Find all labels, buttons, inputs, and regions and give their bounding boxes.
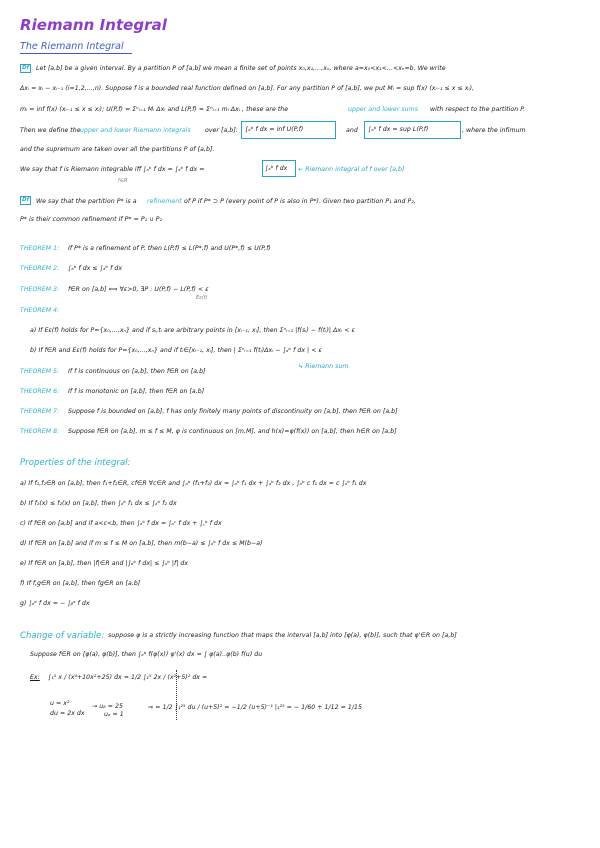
example-sub-u: u = x² [50, 700, 70, 707]
theorem-5-label: THEOREM 5: [20, 368, 60, 375]
theorem-2-text: ∫ₐᵇ f dx ≤ ∫ₐᵇ f dx [68, 265, 123, 272]
theorem-3-label: THEOREM 3: [20, 286, 60, 293]
def1-line4-end: , where the infimum [462, 127, 526, 134]
def1-line4: Then we define the [20, 127, 81, 134]
upper-lower-sums: upper and lower sums [348, 106, 418, 113]
property-d: d) If f∈R on [a,b] and if m ≤ f ≤ M on [a,b], then m(b−a) ≤ ∫ₐᵇ f dx ≤ M(b−a) [20, 540, 263, 547]
example-label: Ex: [30, 674, 40, 681]
property-a: a) If f₁,f₂∈R on [a,b], then f₁+f₂∈R, cf∈R ∀c∈R and ∫ₐᵇ (f₁+f₂) dx = ∫ₐᵇ f₁ dx + ∫ₐᵇ f₂ dx , ∫ₐᵇ c f₁ dx = c ∫ₐᵇ f₁ dx [20, 480, 367, 487]
property-f: f) If f,g∈R on [a,b], then fg∈R on [a,b] [20, 580, 141, 587]
properties-heading: Properties of the integral: [20, 458, 131, 468]
theorem-4a: a) If Eε(f) holds for P={x₀,...,xₙ} and if sᵢ,tᵢ are arbitrary points in [xᵢ₋₁, xᵢ], then Σⁿᵢ₌₁ |f(sᵢ) − f(tᵢ)| Δxᵢ < ε [30, 327, 355, 334]
change-of-variable-text1: suppose φ is a strictly increasing function that maps the interval [a,b] into [φ(a), φ(b)], such that φ'∈R on [a,b] [108, 632, 457, 639]
def1-over: over [a,b]: [205, 127, 238, 134]
example-sub-du: du = 2x dx [50, 710, 85, 717]
property-c: c) If f∈R on [a,b] and if a<c<b, then ∫ₐᵇ f dx = ∫ₐᶜ f dx + ∫꜀ᵇ f dx [20, 520, 222, 527]
property-g: g) ∫ₐᵇ f dx = − ∫ᵦᵃ f dx [20, 600, 90, 607]
change-of-variable-heading: Change of variable: [20, 631, 105, 641]
def1-and: and [346, 127, 358, 134]
example-line1: ∫₁⁵ x / (x⁴+10x²+25) dx = 1/2 ∫₁⁵ 2x / (x²+5)² dx = [48, 674, 208, 681]
refinement-term: refinement [147, 198, 182, 205]
example-divider [176, 670, 178, 720]
definition-badge-2: Df [22, 197, 29, 203]
subtitle-underline [20, 53, 132, 54]
lower-integral: ∫ₐᵇ f dx = sup L(P,f) [368, 126, 429, 133]
def1-line6: We say that f is Riemann integrable iff ∫ₐᵇ f dx = ∫ₐᵇ f dx = [20, 166, 205, 173]
upper-lower-riemann-integrals: upper and lower Riemann integrals [80, 127, 191, 134]
def2-line1-end: of P if P* ⊃ P (every point of P is also in P*). Given two partition P₁ and P₂, [184, 198, 416, 205]
property-e: e) If f∈R on [a,b], then |f|∈R and |∫ₐᵇ f dx| ≤ ∫ₐᵇ |f| dx [20, 560, 189, 567]
theorem-7-text: Suppose f is bounded on [a,b], f has only finitely many points of discontinuity on [a,b], then f∈R on [a,b] [68, 408, 398, 415]
theorem-8-label: THEOREM 8: [20, 428, 60, 435]
theorem-4-label: THEOREM 4: [20, 307, 60, 314]
theorem-1-label: THEOREM 1: [20, 245, 60, 252]
def1-line5: and the supremum are taken over all the partitions P of [a,b]. [20, 146, 215, 153]
theorem-6-label: THEOREM 6: [20, 388, 60, 395]
theorem-3-note: Eε(f) [196, 296, 208, 301]
def1-line2: Δxᵢ = xᵢ − xᵢ₋₁ (i=1,2,...,n). Suppose f is a bounded real function defined on [a,b]. For any partition P of [a,b], we put Mᵢ = sup f(x) (xᵢ₋₁ ≤ x ≤ xᵢ), [20, 85, 475, 92]
def2-line1: We say that the partition P* is a [36, 198, 137, 205]
property-b: b) If f₁(x) ≤ f₂(x) on [a,b], then ∫ₐᵇ f₁ dx ≤ ∫ₐᵇ f₂ dx [20, 500, 177, 507]
theorem-8-text: Suppose f∈R on [a,b], m ≤ f ≤ M, φ is continuous on [m,M], and h(x)=φ(f(x)) on [a,b], then h∈R on [a,b] [68, 428, 397, 435]
riemann-integral: ∫ₐᵇ f dx [265, 165, 288, 172]
f-in-R-note: f∈R [118, 179, 128, 184]
example-bound-ua: uₐ = 1 [104, 711, 124, 718]
theorem-5-text: If f is continuous on [a,b], then f∈R on [a,b] [68, 368, 206, 375]
theorem-2-label: THEOREM 2: [20, 265, 60, 272]
theorem-7-label: THEOREM 7: [20, 408, 60, 415]
theorem-3-text: f∈R on [a,b] ⟺ ∀ε>0, ∃P : U(P,f) − L(P,f) < ε [68, 286, 209, 293]
def2-line2: P* is their common refinement if P* = P₁ ∪ P₂ [20, 216, 163, 223]
upper-integral: ∫ₐᵇ f dx = inf U(P,f) [245, 126, 304, 133]
section-subtitle: The Riemann Integral [20, 41, 124, 52]
riemann-integral-annotation: ← Riemann integral of f over [a,b] [298, 166, 405, 173]
riemann-sum-annotation: ↳ Riemann sum [298, 363, 349, 370]
def1-line3-end: with respect to the partition P. [430, 106, 526, 113]
definition-badge: Df [22, 65, 29, 71]
theorem-1-text: If P* is a refinement of P, then L(P,f) ≤ L(P*,f) and U(P*,f) ≤ U(P,f) [68, 245, 271, 252]
def1-line1: Let [a,b] be a given interval. By a partition P of [a,b] we mean a finite set of points x₀,x₁,...,xₙ, where a=x₀<x₁<...<xₙ=b. We write [36, 65, 446, 72]
change-of-variable-text2: Suppose f∈R on [φ(a), φ(b)], then ∫ₐᵇ f(φ(x)) φ'(x) dx = ∫ φ(a)..φ(b) f(u) du [30, 651, 263, 658]
example-bound-ub: → uᵦ = 25 [92, 703, 124, 710]
theorem-6-text: If f is monotonic on [a,b], then f∈R on [a,b] [68, 388, 205, 395]
page-title: Riemann Integral [20, 16, 167, 34]
def1-line3: mᵢ = inf f(x) (xᵢ₋₁ ≤ x ≤ xᵢ); U(P,f) = Σⁿᵢ₌₁ Mᵢ Δxᵢ and L(P,f) = Σⁿᵢ₌₁ mᵢ Δxᵢ , these are the [20, 106, 289, 113]
theorem-4b: b) If f∈R and Eε(f) holds for P={x₀,...,xₙ} and if tᵢ∈[xᵢ₋₁, xᵢ], then | Σⁿᵢ₌₁ f(tᵢ)Δxᵢ − ∫ₐᵇ f dx | < ε [30, 347, 322, 354]
example-line2: ⇒ = 1/2 ∫₁²⁵ du / (u+5)² = −1/2 (u+5)⁻¹ |₁²⁵ = − 1/60 + 1/12 = 1/15 [148, 704, 362, 711]
